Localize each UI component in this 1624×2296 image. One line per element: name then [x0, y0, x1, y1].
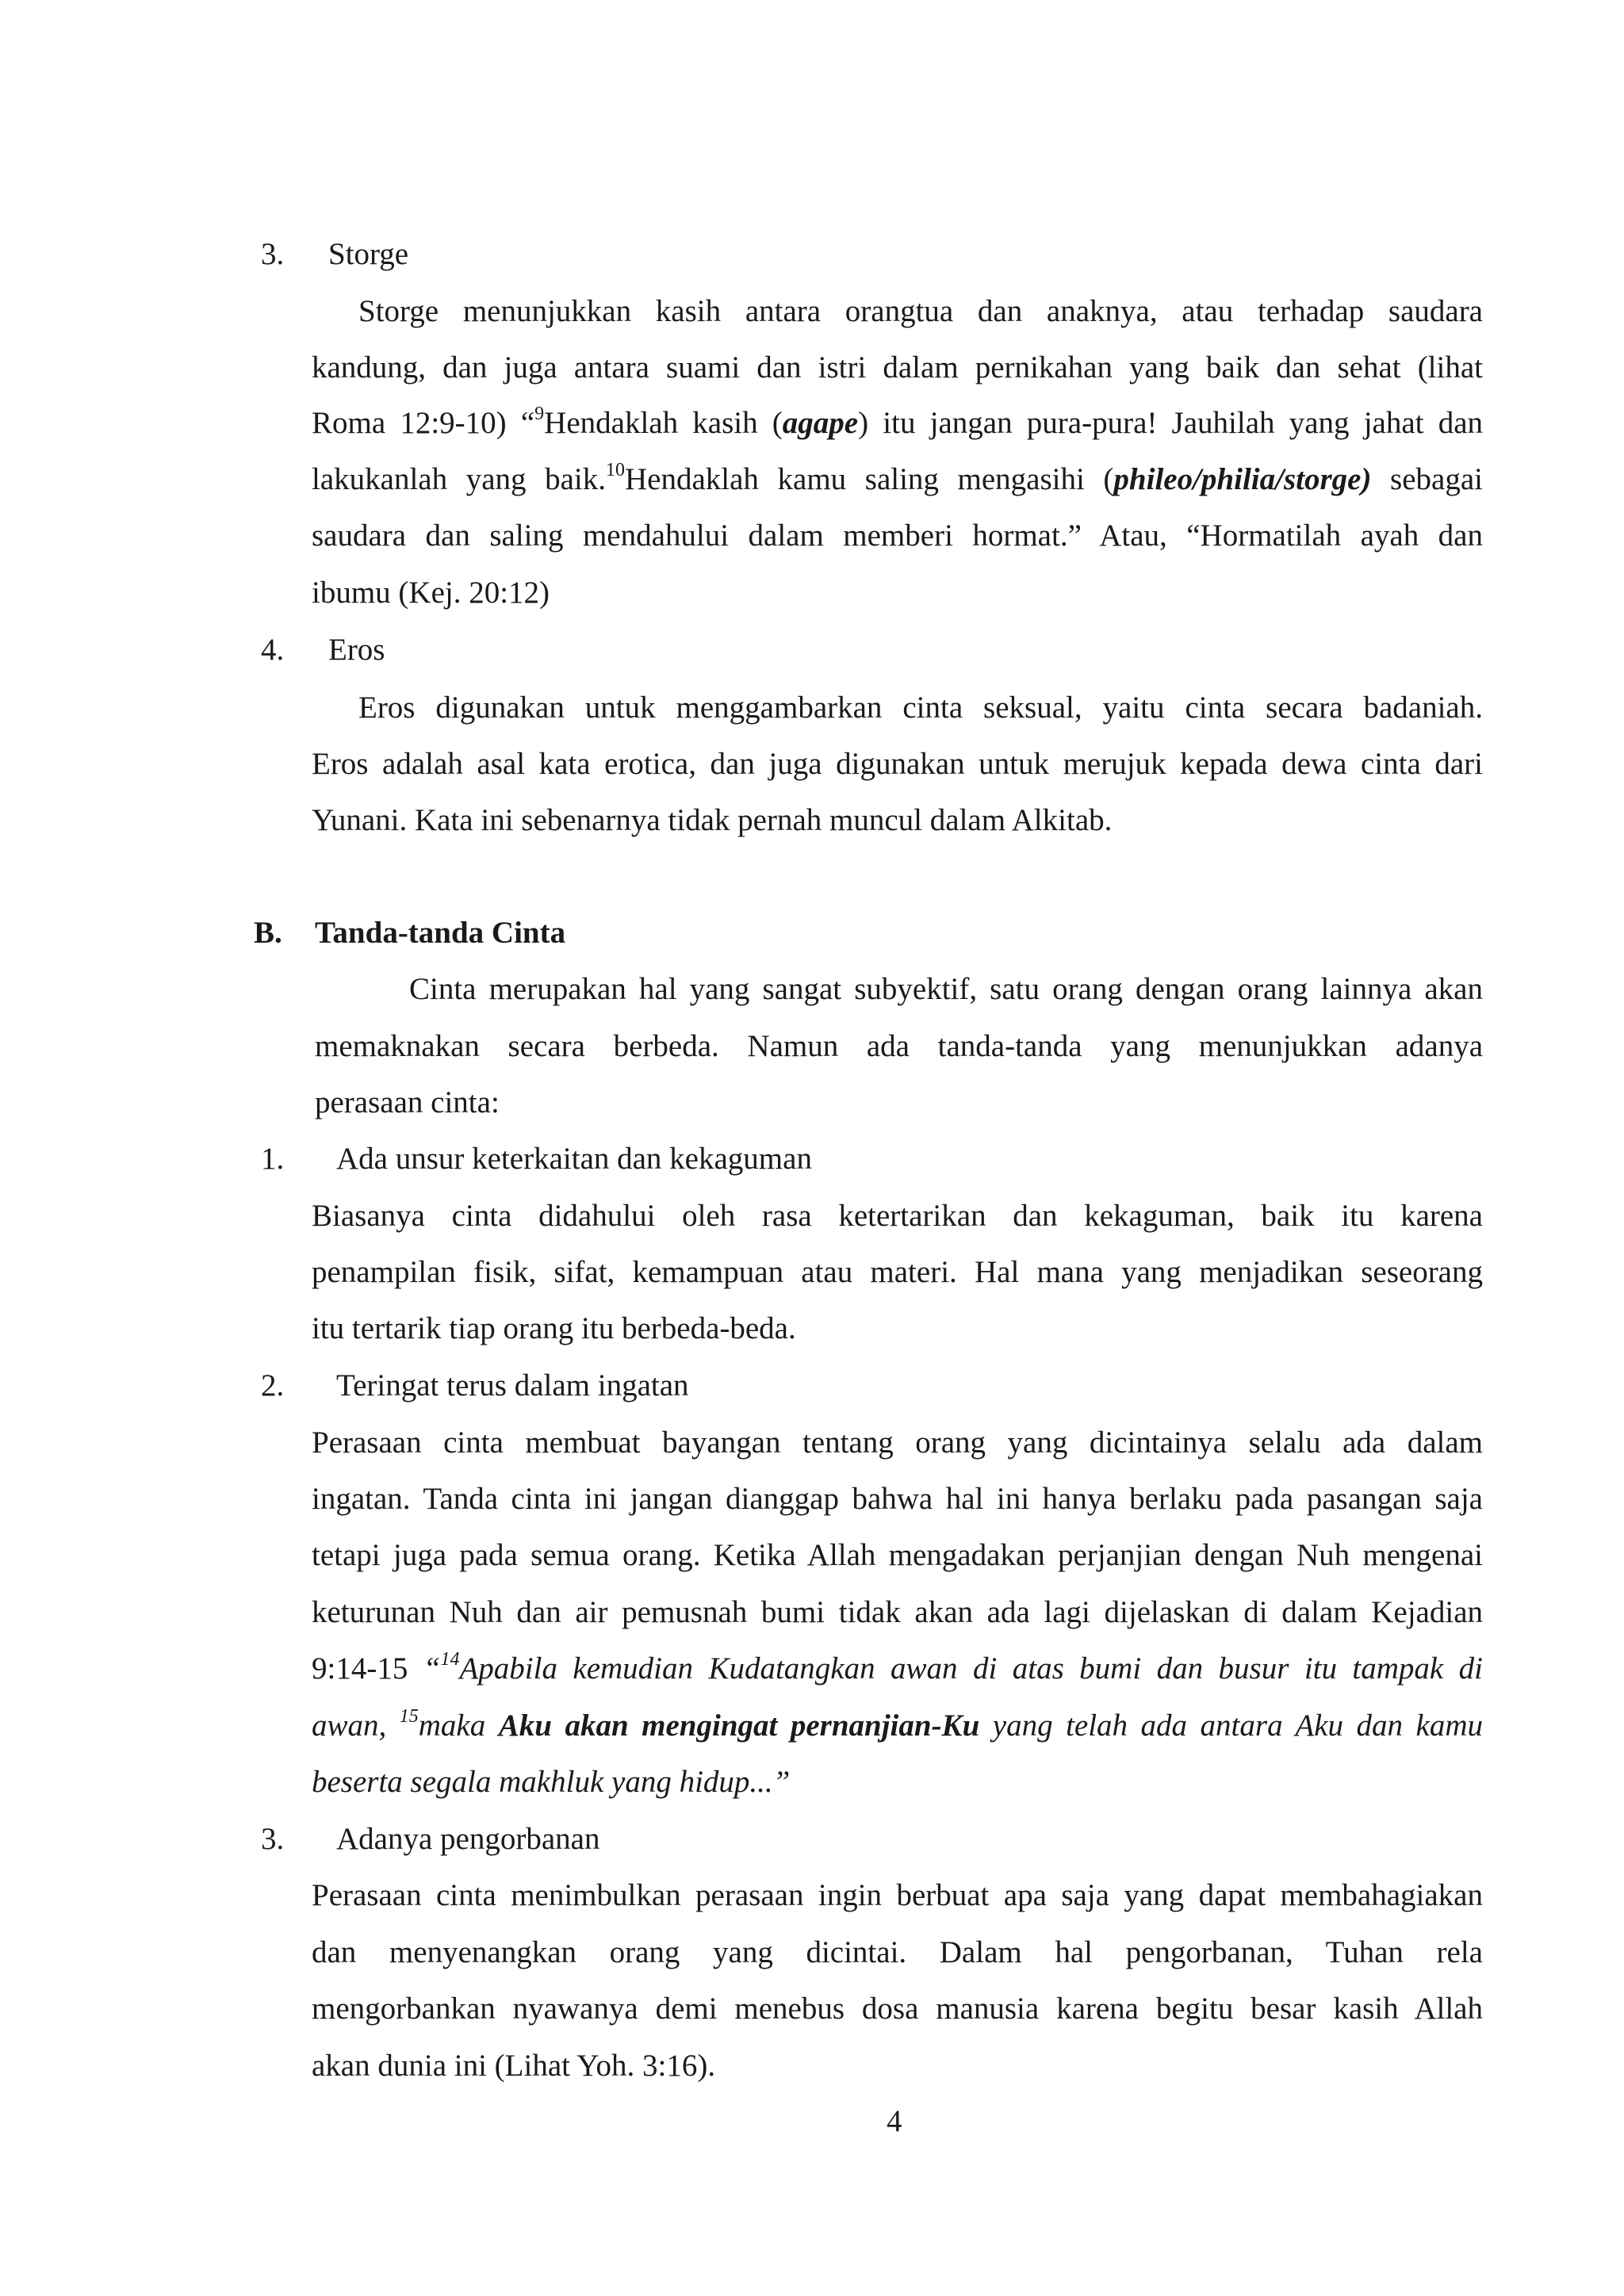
paragraph-line: awan, $^{15}$maka Aku akan mengingat pernanjian-Ku yang telah ada antara Aku dan kamu [312, 1706, 1483, 1743]
paragraph-line: tetapi juga pada semua orang. Ketika Allah mengadakan perjanjian dengan Nuh mengenai [312, 1538, 1483, 1572]
item-heading-eros: Eros [328, 633, 385, 667]
paragraph-line: Perasaan cinta menimbulkan perasaan ingin berbuat apa saja yang dapat membahagiakan [312, 1878, 1483, 1912]
sign-heading: Ada unsur keterkaitan dan kekaguman [336, 1142, 812, 1176]
paragraph-line: Cinta merupakan hal yang sangat subyektif, satu orang dengan orang lainnya akan [409, 972, 1483, 1006]
paragraph-line: penampilan fisik, sifat, kemampuan atau materi. Hal mana yang menjadikan seseorang [312, 1255, 1483, 1289]
paragraph-line: itu tertarik tiap orang itu berbeda-beda. [312, 1311, 796, 1345]
paragraph-line: kandung, dan juga antara suami dan istri dalam pernikahan yang baik dan sehat (lihat [312, 350, 1483, 385]
item-heading-storge: Storge [328, 237, 409, 271]
paragraph-line: ingatan. Tanda cinta ini jangan dianggap bahwa hal ini hanya berlaku pada pasangan saja [312, 1482, 1483, 1516]
paragraph-line: lakukanlah yang baik.$^{10}$Hendaklah kamu saling mengasihi (phileo/philia/storge) sebagai [312, 460, 1483, 496]
verse-number: 10 [606, 460, 625, 480]
paragraph-line: memaknakan secara berbeda. Namun ada tanda-tanda yang menunjukkan adanya [315, 1029, 1483, 1063]
verse-number: 14 [440, 1649, 460, 1670]
verse-number: 15 [399, 1706, 419, 1727]
list-number: 4. [261, 633, 285, 667]
list-number: 3. [261, 1822, 285, 1856]
verse-number: 9 [534, 404, 545, 424]
paragraph-line: Eros adalah asal kata erotica, dan juga digunakan untuk merujuk kepada dewa cinta dari [312, 747, 1483, 781]
paragraph-line: dan menyenangkan orang yang dicintai. Dalam hal pengorbanan, Tuhan rela [312, 1935, 1483, 1969]
paragraph-line: ibumu (Kej. 20:12) [312, 576, 550, 610]
section-letter: B. [254, 916, 282, 950]
paragraph-line: Biasanya cinta didahului oleh rasa ketertarikan dan kekaguman, baik itu karena [312, 1199, 1483, 1233]
sign-heading: Adanya pengorbanan [336, 1822, 600, 1856]
paragraph-line: akan dunia ini (Lihat Yoh. 3:16). [312, 2049, 716, 2083]
paragraph-line: beserta segala makhluk yang hidup...” [312, 1765, 791, 1799]
list-number: 1. [261, 1142, 285, 1176]
paragraph-line: mengorbankan nyawanya demi menebus dosa manusia karena begitu besar kasih Allah [312, 1992, 1483, 2026]
list-number: 3. [261, 237, 285, 271]
page-number: 4 [887, 2104, 902, 2138]
paragraph-line: Storge menunjukkan kasih antara orangtua dan anaknya, atau terhadap saudara [358, 294, 1483, 328]
paragraph-line: Perasaan cinta membuat bayangan tentang orang yang dicintainya selalu ada dalam [312, 1425, 1483, 1460]
sign-heading: Teringat terus dalam ingatan [336, 1368, 689, 1402]
paragraph-line: saudara dan saling mendahului dalam memberi hormat.” Atau, “Hormatilah ayah dan [312, 519, 1483, 553]
section-title: Tanda-tanda Cinta [315, 916, 566, 950]
paragraph-line: Yunani. Kata ini sebenarnya tidak pernah muncul dalam Alkitab. [312, 803, 1113, 837]
paragraph-line: perasaan cinta: [315, 1085, 500, 1119]
paragraph-line: Eros digunakan untuk menggambarkan cinta seksual, yaitu cinta secara badaniah. [358, 691, 1483, 725]
paragraph-line: Roma 12:9-10) “$^9$Hendaklah kasih (agape) itu jangan pura-pura! Jauhilah yang jahat dan [312, 404, 1484, 440]
paragraph-line: keturunan Nuh dan air pemusnah bumi tidak akan ada lagi dijelaskan di dalam Kejadian [312, 1595, 1483, 1629]
list-number: 2. [261, 1368, 285, 1402]
paragraph-line: 9:14-15 “$^{14}$Apabila kemudian Kudatangkan awan di atas bumi dan busur itu tampak di [312, 1649, 1483, 1686]
